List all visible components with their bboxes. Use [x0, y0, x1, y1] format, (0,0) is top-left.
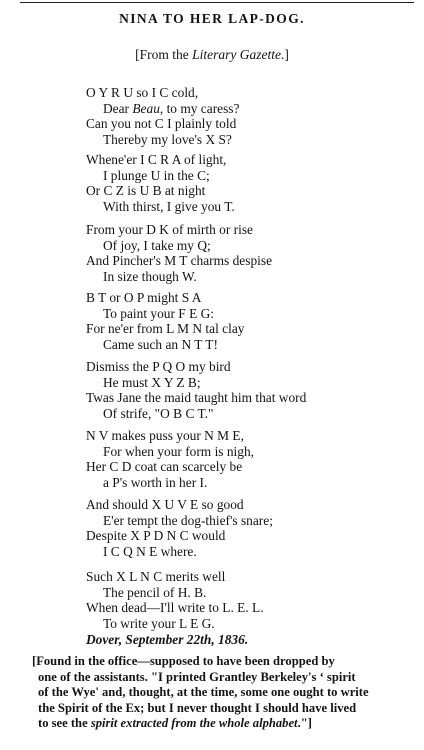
stanza-4: [86, 290, 406, 352]
stanza-7: [86, 497, 406, 559]
verse-line: To paint your F E G:: [103, 305, 215, 321]
verse-line: Twas Jane the maid taught him that word: [86, 390, 307, 405]
note-line: the Spirit of the Ex; but I never thought I should have lived: [38, 700, 357, 715]
verse-line: From your D K of mirth or rise: [86, 222, 253, 237]
stanza-5: [86, 359, 406, 421]
editor-note: [32, 654, 416, 732]
poem-title: NINA TO HER LAP-DOG.: [119, 11, 305, 26]
verse-line: And Pincher's M T charms despise: [86, 253, 273, 268]
stanza-3: [86, 222, 406, 284]
verse-line: Such X L N C merits well: [86, 569, 226, 584]
verse-line-dear: Dear: [103, 100, 133, 116]
verse-line: [86, 101, 406, 117]
verse-line-beau: Beau: [132, 100, 160, 116]
verse-line: Of joy, I take my Q;: [103, 237, 211, 253]
verse-line: For ne'er from L M N tal clay: [86, 321, 245, 336]
source-publication: Literary Gazette: [192, 47, 281, 62]
verse-line: I C Q N E where.: [103, 543, 197, 559]
note-line-end: ."]: [297, 716, 312, 730]
verse-line: I plunge U in the C;: [103, 167, 210, 183]
note-line-start: to see the: [38, 716, 91, 730]
stanza-1: [86, 85, 406, 147]
verse-line: O Y R U so I C cold,: [86, 85, 199, 100]
verse-line: Can you not C I plainly told: [86, 116, 237, 131]
source-open: [From the: [135, 47, 193, 62]
top-rule: [20, 2, 414, 3]
source-line: [0, 47, 424, 63]
verse-line: a P's worth in her I.: [103, 474, 208, 490]
source-close: .]: [281, 47, 289, 62]
verse-line: E'er tempt the dog-thief's snare;: [103, 512, 273, 528]
verse-line: Her C D coat can scarcely be: [86, 459, 243, 474]
verse-line: Thereby my love's X S?: [103, 131, 232, 147]
verse-line: N V makes puss your N M E,: [86, 428, 244, 443]
verse-line: Dismiss the P Q O my bird: [86, 359, 231, 374]
verse-line-rest: , to my caress?: [159, 100, 240, 116]
dateline: Dover, September 22th, 1836.: [86, 632, 249, 647]
verse-line: The pencil of H. B.: [103, 584, 207, 600]
stanza-2: [86, 152, 406, 214]
verse-line: Of strife, "O B C T.": [103, 405, 214, 421]
note-line: of the Wye' and, thought, at the time, some one ought to write: [38, 685, 369, 699]
verse-line: For when your form is nigh,: [103, 443, 255, 459]
note-line-italic: spirit extracted from the whole alphabet: [90, 716, 298, 730]
note-line: [Found in the office—supposed to have been dropped by: [32, 654, 335, 668]
verse-line: And should X U V E so good: [86, 497, 244, 512]
note-line: one of the assistants. "I printed Grantley Berkeley's ‘ spirit: [38, 669, 356, 684]
verse-line: He must X Y Z B;: [103, 374, 201, 390]
verse-line: To write your L E G.: [103, 615, 215, 631]
verse-line: When dead—I'll write to L. E. L.: [86, 600, 264, 615]
verse-line: Despite X P D N C would: [86, 528, 226, 543]
verse-line: With thirst, I give you T.: [103, 198, 235, 214]
stanza-8: [86, 569, 406, 631]
verse-line: B T or O P might S A: [86, 290, 202, 305]
verse-line: In size though W.: [103, 268, 197, 284]
stanza-6: [86, 428, 406, 490]
verse-line: Or C Z is U B at night: [86, 183, 206, 198]
verse-line: Came such an N T T!: [103, 336, 218, 352]
note-line: [38, 716, 416, 732]
verse-line: Whene'er I C R A of light,: [86, 152, 227, 167]
